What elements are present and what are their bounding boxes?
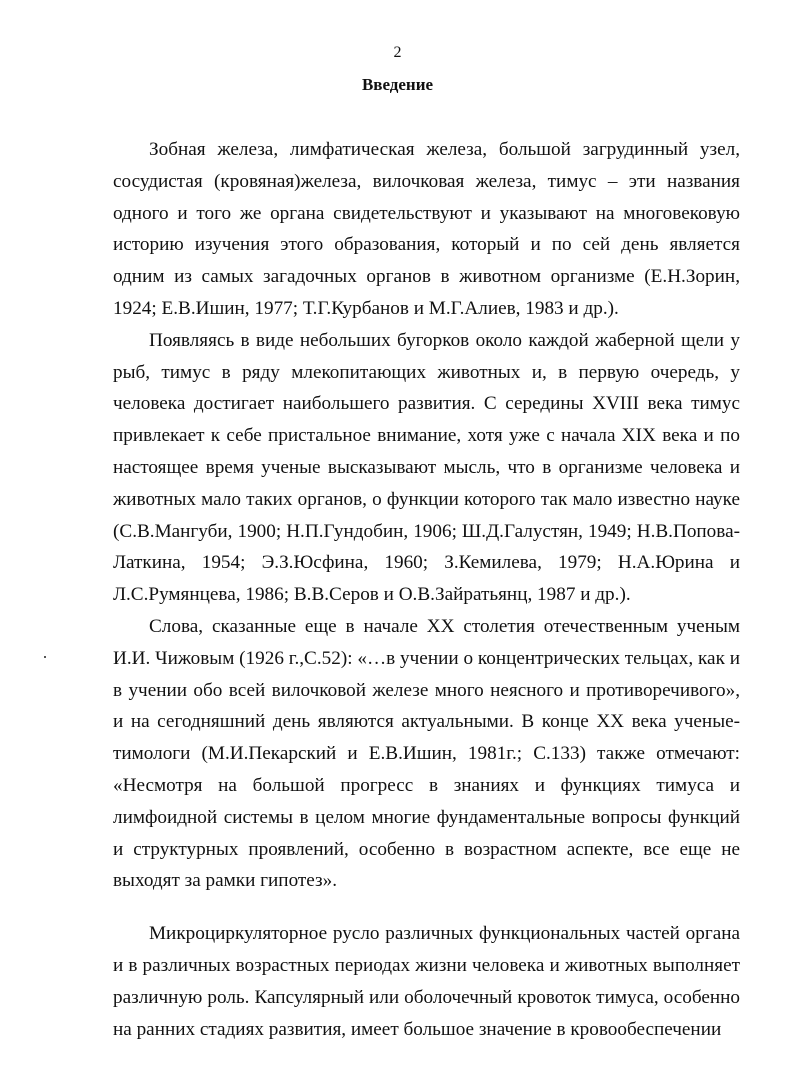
paragraph-1: Зобная железа, лимфатическая железа, большой загрудинный узел, сосудистая (кровяная)железа, вилочковая железа, тимус – эти названия одного и того же органа свидетельствуют и указывают на многовековую историю изучения этого образования, который и по сей день является одним из самых загадочных органов в животном организме (Е.Н.Зорин, 1924; Е.В.Ишин, 1977; Т.Г.Курбанов и М.Г.Алиев, 1983 и др.). xyxy=(113,139,740,319)
body-text xyxy=(113,134,740,1045)
paragraph-3: Слова, сказанные еще в начале XX столетия отечественным ученым И.И. Чижовым (1926 г.,С.52): «…в учении о концентрических тельцах, как и в учении обо всей вилочковой железе много неясного и противоречивого», и на сегодняшний день являются актуальными. В конце XX века ученые-тимологи (М.И.Пекарский и Е.В.Ишин, 1981г.; С.133) также отмечают: «Несмотря на большой прогресс в знаниях и функциях тимуса и лимфоидной системы в целом многие фундаментальные вопросы функций и структурных проявлений, особенно в возрастном аспекте, все еще не выходят за рамки гипотез». xyxy=(113,615,740,892)
page-number: 2 xyxy=(393,44,402,61)
section-heading: Введение xyxy=(361,75,434,94)
paragraph-2: Появляясь в виде небольших бугорков около каждой жаберной щели у рыб, тимус в ряду млекопитающих животных и, в первую очередь, у человека достигает наибольшего развития. С середины XVIII века тимус привлекает к себе пристальное внимание, хотя уже с начала XIX века и по настоящее время ученые высказывают мысль, что в организме человека и животных мало таких органов, о функции которого так мало известно науке (С.В.Мангуби, 1900; Н.П.Гундобин, 1906; Ш.Д.Галустян, 1949; Н.В.Попова-Латкина, 1954; Э.З.Юсфина, 1960; З.Кемилева, 1979; Н.А.Юрина и Л.С.Румянцева, 1986; В.В.Серов и О.В.Зайратьянц, 1987 и др.). xyxy=(113,329,740,606)
paragraph-4: Микроциркуляторное русло различных функциональных частей органа и в различных возрастных периодах жизни человека и животных выполняет различную роль. Капсулярный или оболочечный кровоток тимуса, особенно на ранних стадиях развития, имеет большое значение в кровообеспечении xyxy=(113,923,740,1040)
scan-speck xyxy=(44,656,46,658)
